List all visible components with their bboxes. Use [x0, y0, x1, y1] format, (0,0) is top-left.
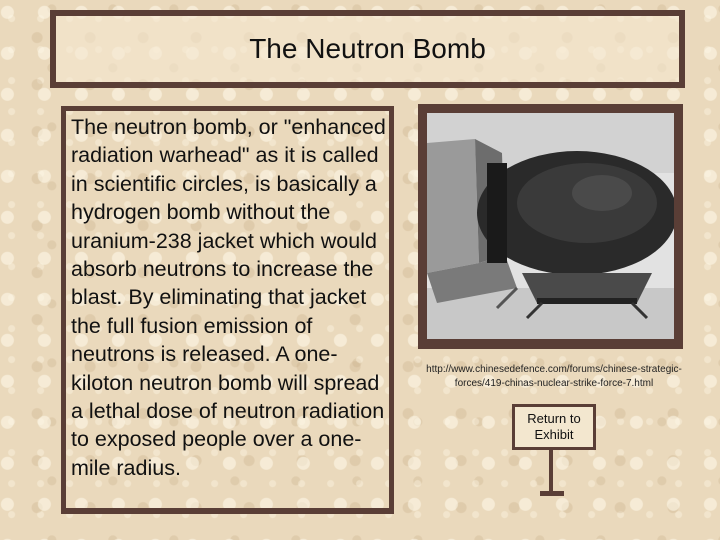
title-box	[50, 10, 685, 88]
sign-post	[549, 448, 553, 492]
body-text: The neutron bomb, or "enhanced radiation warhead" as it is called in scientific circles, is basically a hydrogen bomb without the uranium-238 jacket which would absorb neutrons to increase the blast. By eliminating that jacket the full fusion emission of neutrons is released. A one-kiloton neutron bomb will spread a lethal dose of neutron radiation to exposed people over a one-mile radius.	[71, 115, 386, 480]
page-title: The Neutron Bomb	[249, 33, 486, 64]
return-to-exhibit-button[interactable]: Return to Exhibit	[512, 404, 596, 450]
photo-source-link[interactable]: http://www.chinesedefence.com/forums/chinese-strategic-forces/419-chinas-nuclear-strike-force-7.html	[426, 364, 682, 389]
sign-base	[540, 491, 564, 496]
bomb-photo-icon	[427, 113, 674, 339]
photo-frame	[418, 104, 683, 349]
bomb-photo	[427, 113, 674, 339]
